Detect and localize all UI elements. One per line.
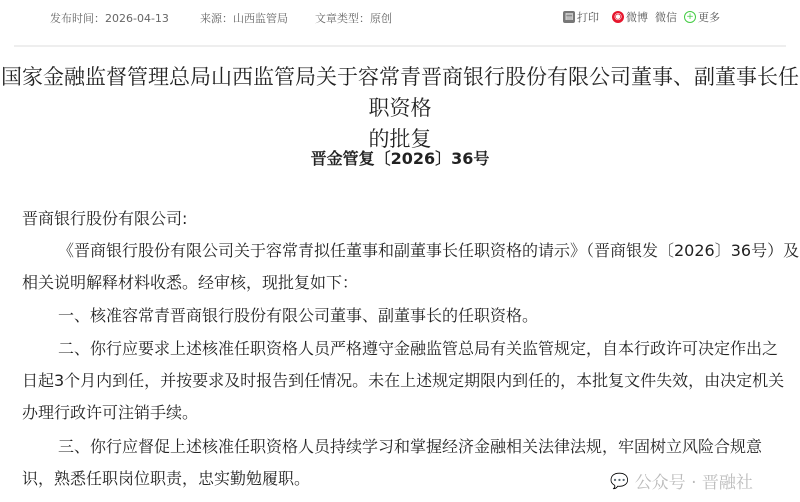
watermark — [610, 468, 753, 493]
more-button[interactable] — [684, 9, 720, 25]
title-line: 的批复 — [368, 127, 432, 151]
title-line: 国家金融监督管理总局山西监管局关于容常青晋商银行股份有限公司董事、副董事长任职资格 — [1, 65, 799, 120]
wechat-button[interactable] — [655, 9, 677, 25]
print-button[interactable] — [563, 9, 599, 25]
paragraph-line: 相关说明解释材料收悉。经审核，现批复如下： — [22, 273, 359, 292]
print-label: 打印 — [577, 11, 599, 24]
paragraph-line: 日起3个月内到任，并按要求及时报告到任情况。未在上述规定期限内到任的，本批复文件失效，由决定机关 — [22, 371, 785, 390]
document-number: 晋金管复〔2026〕36号 — [310, 149, 490, 168]
paragraph-line: 办理行政许可注销手续。 — [22, 403, 199, 422]
wechat-label: 微信 — [655, 11, 677, 24]
paragraph-line: 《晋商银行股份有限公司关于容常青拟任董事和副董事长任职资格的请示》（晋商银发〔2026〕36号）及 — [58, 241, 800, 260]
article-type: 文章类型：原创 — [315, 12, 392, 25]
plus-icon: + — [684, 11, 696, 23]
paragraph-line: 三、你行应督促上述核准任职资格人员持续学习和掌握经济金融相关法律法规，牢固树立风险合规意 — [58, 437, 763, 456]
paragraph-line: 一、核准容常青晋商银行股份有限公司董事、副董事长的任职资格。 — [58, 306, 539, 325]
share-bar — [563, 9, 720, 25]
addressee: 晋商银行股份有限公司: — [22, 209, 188, 228]
page-title — [0, 62, 800, 155]
weibo-label: 微博 — [626, 11, 648, 24]
paragraph-line: 二、你行应要求上述核准任职资格人员严格遵守金融监管总局有关监管规定，自本行政许可决定作出之 — [58, 339, 779, 358]
watermark-text: 公众号 · 晋融社 — [634, 473, 753, 493]
publish-time: 发布时间：2026-04-13 — [50, 12, 169, 25]
weibo-icon: ◉ — [612, 11, 624, 23]
paragraph-line: 识，熟悉任职岗位职责，忠实勤勉履职。 — [22, 469, 311, 488]
printer-icon: ▤ — [564, 12, 574, 22]
weibo-button[interactable] — [612, 9, 648, 25]
source: 来源：山西监管局 — [200, 12, 288, 25]
more-label: 更多 — [698, 11, 720, 24]
wechat-icon: 💬 — [610, 471, 629, 490]
divider — [14, 45, 786, 47]
